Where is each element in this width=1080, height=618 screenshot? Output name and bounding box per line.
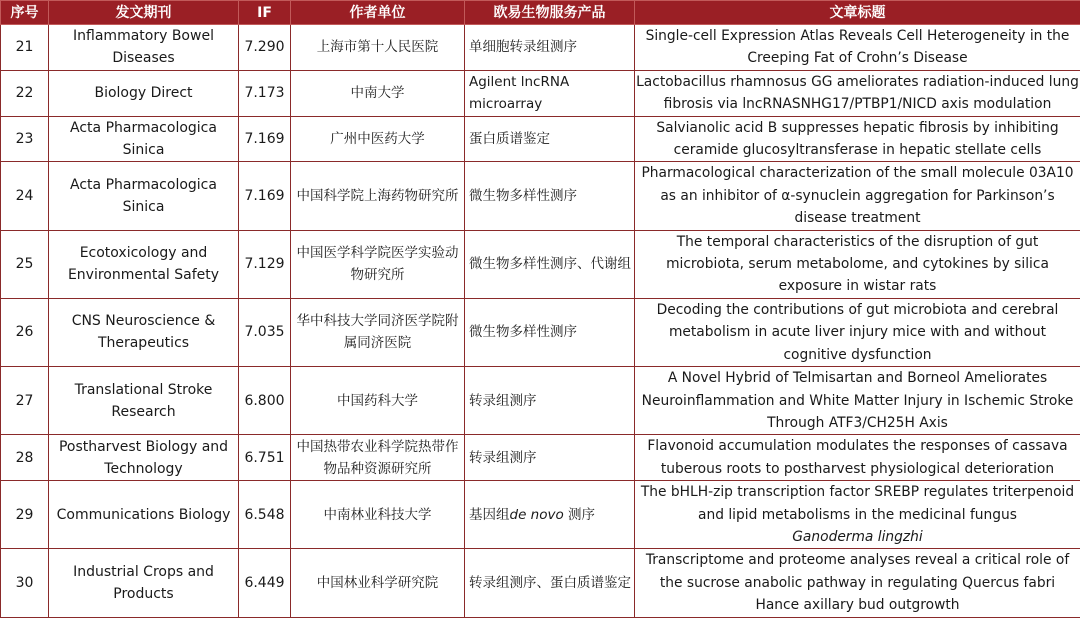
row-service: 转录组测序 <box>465 367 635 435</box>
row-journal: Acta Pharmacologica Sinica <box>49 162 239 230</box>
header-if: IF <box>239 1 291 25</box>
row-if: 7.169 <box>239 162 291 230</box>
row-if: 6.800 <box>239 367 291 435</box>
table-row <box>1 549 1080 617</box>
header-title: 文章标题 <box>635 1 1080 25</box>
row-if: 7.173 <box>239 70 291 116</box>
row-unit: 中国热带农业科学院热带作物品种资源研究所 <box>291 435 465 481</box>
row-unit: 广州中医药大学 <box>291 116 465 162</box>
row-service: 单细胞转录组测序 <box>465 25 635 71</box>
row-unit: 华中科技大学同济医学院附属同济医院 <box>291 298 465 366</box>
row-unit: 中国科学院上海药物研究所 <box>291 162 465 230</box>
row-no: 29 <box>1 481 49 549</box>
row-no: 24 <box>1 162 49 230</box>
table-row <box>1 298 1080 366</box>
row-journal: Acta Pharmacologica Sinica <box>49 116 239 162</box>
header-no: 序号 <box>1 1 49 25</box>
table-row <box>1 481 1080 549</box>
row-service: 蛋白质谱鉴定 <box>465 116 635 162</box>
row-no: 30 <box>1 549 49 617</box>
row-no: 25 <box>1 230 49 298</box>
row-title: The temporal characteristics of the disruption of gut microbiota, serum metabolome, and cytokines by silica exposure in wistar rats <box>635 230 1080 298</box>
header-unit: 作者单位 <box>291 1 465 25</box>
row-title: Decoding the contributions of gut microbiota and cerebral metabolism in acute liver injury mice with and without cognitive dysfunction <box>635 298 1080 366</box>
row-journal: Biology Direct <box>49 70 239 116</box>
row-unit: 中南大学 <box>291 70 465 116</box>
row-journal: Postharvest Biology and Technology <box>49 435 239 481</box>
row-title: Single-cell Expression Atlas Reveals Cell Heterogeneity in the Creeping Fat of Crohn’s Disease <box>635 25 1080 71</box>
header-row <box>1 1 1080 25</box>
row-service: 微生物多样性测序 <box>465 298 635 366</box>
title-italic-text: Ganoderma lingzhi <box>792 529 923 545</box>
row-if: 7.129 <box>239 230 291 298</box>
row-unit: 中国林业科学研究院 <box>291 549 465 617</box>
row-unit: 中国医学科学院医学实验动物研究所 <box>291 230 465 298</box>
row-service <box>465 481 635 549</box>
row-service: 转录组测序 <box>465 435 635 481</box>
row-title: Lactobacillus rhamnosus GG ameliorates radiation-induced lung fibrosis via lncRNASNHG17/PTBP1/NICD axis modulation <box>635 70 1080 116</box>
row-if: 7.169 <box>239 116 291 162</box>
table-row <box>1 230 1080 298</box>
table-row <box>1 116 1080 162</box>
table-row <box>1 435 1080 481</box>
row-if: 7.290 <box>239 25 291 71</box>
title-text: The bHLH-zip transcription factor SREBP regulates triterpenoid and lipid metabolisms in the medicinal fungus <box>641 484 1074 522</box>
row-service: 微生物多样性测序、代谢组 <box>465 230 635 298</box>
table-row <box>1 70 1080 116</box>
row-journal: Translational Stroke Research <box>49 367 239 435</box>
row-title: A Novel Hybrid of Telmisartan and Borneol Ameliorates Neuroinflammation and White Matter Injury in Ischemic Stroke Through ATF3/CH25H Axis <box>635 367 1080 435</box>
row-title: Transcriptome and proteome analyses reveal a critical role of the sucrose anabolic pathway in regulating Quercus fabri Hance axillary bud outgrowth <box>635 549 1080 617</box>
row-if: 6.449 <box>239 549 291 617</box>
row-journal: CNS Neuroscience & Therapeutics <box>49 298 239 366</box>
row-no: 21 <box>1 25 49 71</box>
row-no: 26 <box>1 298 49 366</box>
header-service: 欧易生物服务产品 <box>465 1 635 25</box>
table-row <box>1 162 1080 230</box>
row-journal: Communications Biology <box>49 481 239 549</box>
row-service: Agilent lncRNA microarray <box>465 70 635 116</box>
row-service: 转录组测序、蛋白质谱鉴定 <box>465 549 635 617</box>
header-journal: 发文期刊 <box>49 1 239 25</box>
row-if: 6.751 <box>239 435 291 481</box>
table-row <box>1 25 1080 71</box>
row-if: 7.035 <box>239 298 291 366</box>
service-text: 基因组 <box>469 507 510 523</box>
row-title: Salvianolic acid B suppresses hepatic fibrosis by inhibiting ceramide glucosyltransferase in hepatic stellate cells <box>635 116 1080 162</box>
row-service: 微生物多样性测序 <box>465 162 635 230</box>
row-journal: Industrial Crops and Products <box>49 549 239 617</box>
row-unit: 上海市第十人民医院 <box>291 25 465 71</box>
row-unit: 中南林业科技大学 <box>291 481 465 549</box>
row-unit: 中国药科大学 <box>291 367 465 435</box>
row-no: 28 <box>1 435 49 481</box>
service-italic-text: de novo <box>510 507 564 523</box>
row-title: Flavonoid accumulation modulates the responses of cassava tuberous roots to postharvest physiological deterioration <box>635 435 1080 481</box>
row-title <box>635 481 1080 549</box>
row-if: 6.548 <box>239 481 291 549</box>
row-journal: Ecotoxicology and Environmental Safety <box>49 230 239 298</box>
row-journal: Inflammatory Bowel Diseases <box>49 25 239 71</box>
row-no: 22 <box>1 70 49 116</box>
service-text-after: 测序 <box>564 507 595 523</box>
row-no: 23 <box>1 116 49 162</box>
table-row <box>1 367 1080 435</box>
row-title: Pharmacological characterization of the small molecule 03A10 as an inhibitor of α-synuclein aggregation for Parkinson’s disease treatment <box>635 162 1080 230</box>
row-no: 27 <box>1 367 49 435</box>
